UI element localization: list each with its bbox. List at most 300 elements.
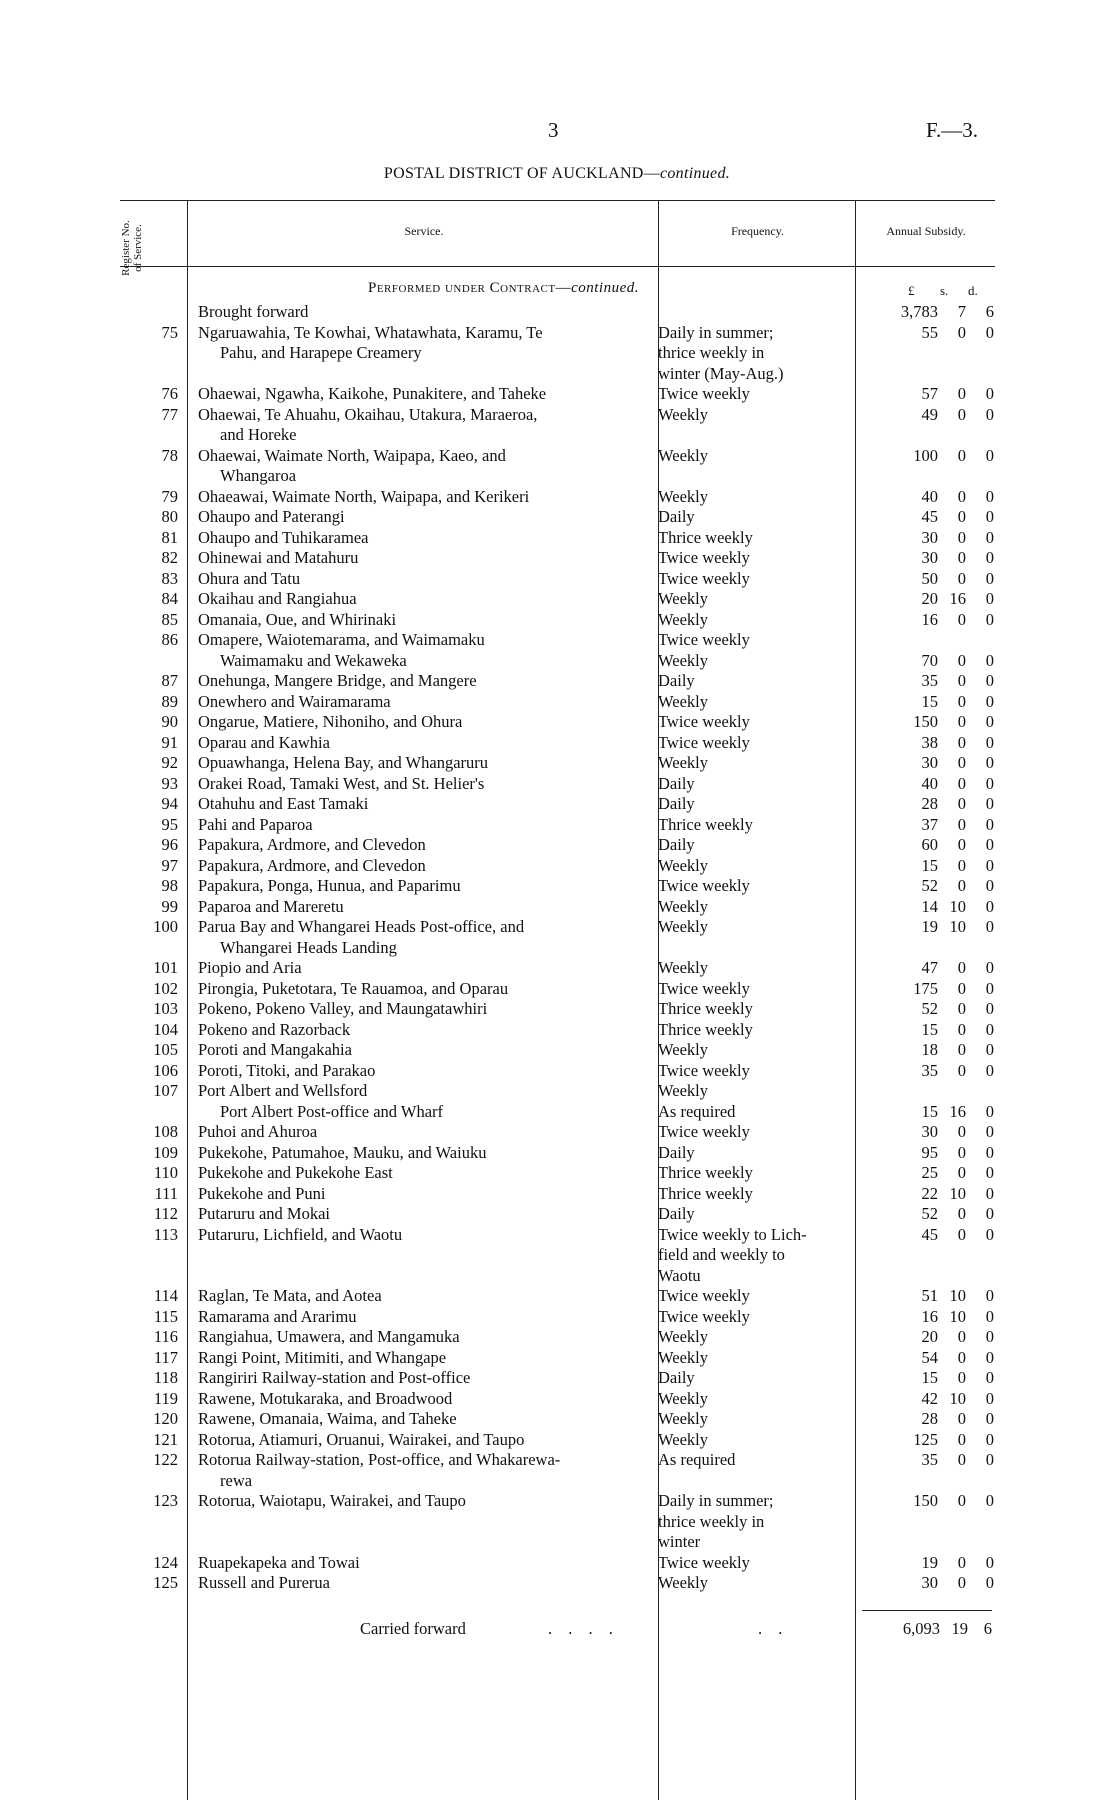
subsidy-pence: 0	[985, 1573, 994, 1592]
register-number: 94	[161, 794, 178, 813]
subsidy-shillings	[938, 1266, 966, 1287]
register-number	[0, 1245, 182, 1266]
subsidy-pounds: 20	[921, 589, 938, 608]
subsidy-shillings	[938, 1471, 966, 1492]
subsidy-pence: 0	[985, 999, 994, 1018]
service-frequency	[644, 425, 844, 446]
table-row	[0, 528, 1114, 549]
subsidy-pence	[966, 1081, 994, 1102]
annual-subsidy	[844, 1020, 994, 1041]
subsidy-pounds	[878, 343, 938, 364]
subsidy-pounds: 49	[921, 404, 938, 424]
subsidy-shillings: 0	[957, 1163, 966, 1182]
table-row	[0, 938, 1114, 959]
subsidy-shillings	[938, 343, 966, 364]
table-row	[0, 692, 1114, 713]
subsidy-pounds: 60	[921, 835, 938, 854]
subsidy-pounds: 40	[921, 773, 938, 793]
subsidy-pounds: 30	[921, 548, 938, 567]
service-frequency: Weekly	[658, 1040, 708, 1059]
register-number: 106	[153, 1060, 178, 1080]
subsidy-pounds: 16	[921, 609, 938, 629]
service-frequency: Weekly	[658, 650, 708, 670]
service-route: Parua Bay and Whangarei Heads Post-office, and	[198, 917, 525, 936]
table-row	[0, 999, 1114, 1020]
annual-subsidy	[844, 1204, 994, 1225]
table-row	[0, 1184, 1114, 1205]
subsidy-shillings: 16	[949, 1101, 966, 1121]
register-number: 75	[161, 322, 178, 342]
service-frequency: Twice weekly	[658, 548, 750, 567]
table-row	[0, 835, 1114, 856]
subsidy-shillings: 0	[957, 1060, 966, 1080]
annual-subsidy	[844, 323, 994, 344]
subsidy-pence: 0	[985, 1368, 994, 1387]
table-row	[0, 466, 1114, 487]
subsidy-shillings: 0	[957, 650, 966, 670]
annual-subsidy	[844, 1102, 994, 1123]
service-frequency: Weekly	[658, 445, 708, 465]
subsidy-pence: 0	[985, 1306, 994, 1326]
register-number: 116	[153, 1327, 178, 1346]
service-frequency: Weekly	[658, 486, 708, 506]
subsidy-pence: 0	[985, 445, 994, 465]
table-row	[0, 876, 1114, 897]
service-route: Ngaruawahia, Te Kowhai, Whatawhata, Karamu, Te	[198, 322, 543, 342]
register-number: 104	[153, 1019, 178, 1039]
table-row	[0, 958, 1114, 979]
annual-subsidy	[844, 1327, 994, 1348]
subsidy-pence	[966, 1245, 994, 1266]
table-row	[0, 1409, 1114, 1430]
table-row	[0, 343, 1114, 364]
service-route: Ongarue, Matiere, Nihoniho, and Ohura	[198, 712, 463, 731]
subsidy-shillings: 0	[957, 712, 966, 731]
annual-subsidy	[844, 1225, 994, 1246]
service-frequency: Twice weekly	[658, 1286, 750, 1305]
subsidy-pounds: 150	[913, 712, 938, 731]
register-number: 110	[153, 1163, 178, 1182]
subsidy-shillings: 0	[957, 753, 966, 772]
section-heading	[368, 280, 639, 297]
table-row	[0, 1143, 1114, 1164]
subsidy-shillings: 0	[957, 1552, 966, 1572]
subsidy-shillings: 0	[957, 1347, 966, 1367]
register-number: 118	[153, 1368, 178, 1387]
carried-forward-dots: . . . .	[548, 1619, 619, 1638]
subsidy-pounds: 45	[921, 507, 938, 526]
service-frequency	[644, 466, 844, 487]
register-number: 102	[153, 978, 178, 998]
annual-subsidy	[844, 1450, 994, 1471]
service-route: Rotorua Railway-station, Post-office, and Whakarewa-	[198, 1450, 561, 1469]
service-route: Ohaeawai, Waimate North, Waipapa, and Kerikeri	[198, 486, 530, 506]
subsidy-pence: 0	[985, 404, 994, 424]
subsidy-shillings: 0	[957, 999, 966, 1018]
service-route: Papakura, Ardmore, and Clevedon	[198, 835, 426, 854]
annual-subsidy	[844, 1122, 994, 1143]
register-number: 121	[153, 1429, 178, 1449]
subsidy-pounds	[878, 1266, 938, 1287]
subsidy-shillings: 0	[957, 773, 966, 793]
subsidy-pounds: 19	[921, 1552, 938, 1572]
header-register-number: Register No. of Service.	[120, 220, 144, 276]
subsidy-pounds: 25	[921, 1163, 938, 1182]
register-number: 97	[161, 855, 178, 875]
register-number: 107	[153, 1081, 178, 1100]
register-number: 98	[161, 876, 178, 895]
subsidy-shillings	[938, 466, 966, 487]
service-frequency: Twice weekly	[658, 384, 750, 403]
service-route: Ohura and Tatu	[198, 568, 301, 588]
subsidy-shillings: 10	[949, 1183, 966, 1203]
table-row	[0, 733, 1114, 754]
table-row	[0, 487, 1114, 508]
table-row	[0, 1061, 1114, 1082]
subsidy-pounds: 15	[921, 1368, 938, 1387]
subsidy-pounds: 47	[921, 958, 938, 977]
register-number: 96	[161, 835, 178, 854]
annual-subsidy	[844, 507, 994, 528]
service-route: Whangarei Heads Landing	[220, 937, 397, 957]
table-row	[0, 1327, 1114, 1348]
register-number: 80	[161, 507, 178, 526]
header-bottom-rule	[120, 266, 995, 267]
subsidy-shillings: 0	[957, 1204, 966, 1223]
subsidy-pounds: 45	[921, 1224, 938, 1244]
table-row	[0, 384, 1114, 405]
subsidy-pounds: 40	[921, 486, 938, 506]
subsidy-shillings: 0	[957, 322, 966, 342]
annual-subsidy	[844, 1491, 994, 1512]
subsidy-pence: 6	[985, 302, 994, 321]
service-frequency: Weekly	[658, 753, 708, 772]
subsidy-pounds: 51	[921, 1286, 938, 1305]
subsidy-pounds: 30	[921, 1573, 938, 1592]
subsidy-pounds: 54	[921, 1347, 938, 1367]
register-number: 101	[153, 958, 178, 977]
service-frequency: As required	[658, 1450, 736, 1469]
subsidy-shillings	[938, 425, 966, 446]
subsidy-pence: 0	[985, 1163, 994, 1182]
subsidy-pounds	[878, 938, 938, 959]
subsidy-pounds: 38	[921, 732, 938, 752]
subsidy-pence: 0	[985, 958, 994, 977]
register-number	[0, 1532, 182, 1553]
annual-subsidy	[844, 794, 994, 815]
register-number	[0, 1102, 182, 1123]
subsidy-pounds: 15	[921, 1019, 938, 1039]
register-number: 89	[161, 691, 178, 711]
subsidy-pounds: 30	[921, 753, 938, 772]
register-number: 83	[161, 568, 178, 588]
register-number: 123	[153, 1491, 178, 1510]
service-frequency: Weekly	[658, 1429, 708, 1449]
subsidy-shillings: 0	[957, 548, 966, 567]
annual-subsidy	[844, 1348, 994, 1369]
subsidy-shillings: 16	[949, 589, 966, 608]
service-route: Onewhero and Wairamarama	[198, 691, 391, 711]
annual-subsidy	[844, 753, 994, 774]
subsidy-shillings: 0	[957, 691, 966, 711]
table-row	[0, 1450, 1114, 1471]
annual-subsidy	[844, 1266, 994, 1287]
carried-forward-dots-freq: . .	[758, 1619, 789, 1638]
service-frequency: Weekly	[658, 917, 708, 936]
register-number: 108	[153, 1122, 178, 1141]
subsidy-pounds: 52	[921, 999, 938, 1018]
service-route: Otahuhu and East Tamaki	[198, 794, 369, 813]
service-frequency: Weekly	[658, 1573, 708, 1592]
service-frequency: Twice weekly to Lich-	[658, 1224, 807, 1244]
annual-subsidy	[844, 1553, 994, 1574]
subsidy-shillings: 10	[949, 1286, 966, 1305]
subsidy-pounds: 50	[921, 568, 938, 588]
subsidy-pence: 0	[985, 978, 994, 998]
subsidy-shillings: 0	[957, 1409, 966, 1428]
service-frequency: Weekly	[658, 896, 708, 916]
annual-subsidy	[844, 671, 994, 692]
annual-subsidy	[844, 876, 994, 897]
service-frequency: Weekly	[658, 1081, 708, 1100]
subsidy-shillings: 7	[957, 302, 966, 321]
subsidy-pence: 0	[985, 753, 994, 772]
register-number	[0, 466, 182, 487]
subsidy-pounds: 15	[921, 691, 938, 711]
subsidy-shillings	[938, 1081, 966, 1102]
subsidy-pounds	[878, 1532, 938, 1553]
subsidy-pence: 0	[985, 1204, 994, 1223]
page-number: 3	[548, 118, 559, 142]
subsidy-pounds	[878, 1471, 938, 1492]
register-number: 115	[153, 1306, 178, 1326]
table-row	[0, 979, 1114, 1000]
annual-subsidy	[844, 1368, 994, 1389]
pence-label: d.	[968, 283, 978, 298]
subsidy-pounds: 22	[921, 1183, 938, 1203]
subsidy-pence	[966, 1266, 994, 1287]
register-number: 77	[161, 404, 178, 424]
subsidy-pence: 0	[985, 1347, 994, 1367]
register-number: 124	[153, 1552, 178, 1572]
service-route: Omapere, Waiotemarama, and Waimamaku	[198, 630, 485, 649]
table-row	[0, 1266, 1114, 1287]
service-route	[182, 1245, 644, 1266]
service-route: Okaihau and Rangiahua	[198, 589, 357, 608]
subsidy-shillings: 0	[957, 507, 966, 526]
subsidy-pounds: 52	[921, 876, 938, 895]
subsidy-shillings: 0	[957, 1368, 966, 1387]
subsidy-pence: 0	[985, 1060, 994, 1080]
register-number: 79	[161, 486, 178, 506]
table-row	[0, 569, 1114, 590]
page-title	[0, 165, 1114, 183]
service-route: Ohaewai, Ngawha, Kaikohe, Punakitere, and Taheke	[198, 384, 547, 403]
table-row	[0, 1102, 1114, 1123]
annual-subsidy	[844, 979, 994, 1000]
annual-subsidy	[844, 343, 994, 364]
service-route: Opuawhanga, Helena Bay, and Whangaruru	[198, 753, 489, 772]
table-row	[0, 302, 1114, 323]
service-route: Paparoa and Mareretu	[198, 896, 344, 916]
subsidy-pence: 0	[985, 732, 994, 752]
register-number	[0, 938, 182, 959]
subsidy-shillings: 10	[949, 1388, 966, 1408]
subtotal-rule	[862, 1610, 992, 1611]
subsidy-pounds: 35	[921, 1450, 938, 1469]
subsidy-pence	[966, 938, 994, 959]
service-frequency: Twice weekly	[658, 1552, 750, 1572]
register-number: 78	[161, 445, 178, 465]
section-heading-continued: continued.	[571, 280, 639, 296]
service-route: Pukekohe and Pukekohe East	[198, 1163, 393, 1182]
table-row	[0, 323, 1114, 344]
service-route: Waimamaku and Wekaweka	[220, 650, 407, 670]
subsidy-pounds: 19	[921, 917, 938, 936]
carried-forward-pounds: 6,093	[902, 1619, 940, 1638]
register-number: 113	[153, 1224, 178, 1244]
table-row	[0, 1389, 1114, 1410]
subsidy-pence: 0	[985, 773, 994, 793]
service-frequency: Weekly	[658, 1347, 708, 1367]
annual-subsidy	[844, 528, 994, 549]
subsidy-shillings	[938, 938, 966, 959]
title-main: POSTAL DISTRICT OF AUCKLAND—	[383, 165, 660, 182]
annual-subsidy	[844, 835, 994, 856]
subsidy-pence: 0	[985, 486, 994, 506]
section-heading-main: Performed under Contract—	[368, 280, 572, 296]
service-frequency: Twice weekly	[658, 1122, 750, 1141]
service-frequency: Weekly	[658, 404, 708, 424]
subsidy-pence: 0	[985, 589, 994, 608]
subsidy-pounds: 20	[921, 1327, 938, 1346]
service-route: Ruapekapeka and Towai	[198, 1552, 360, 1572]
subsidy-pounds: 175	[913, 978, 938, 998]
annual-subsidy	[844, 1081, 994, 1102]
service-route: Papakura, Ponga, Hunua, and Paparimu	[198, 876, 461, 895]
subsidy-shillings: 0	[957, 445, 966, 465]
subsidy-pence	[966, 364, 994, 385]
subsidy-pence: 0	[985, 507, 994, 526]
register-number: 99	[161, 896, 178, 916]
register-number: 100	[153, 917, 178, 936]
annual-subsidy	[844, 733, 994, 754]
table-row	[0, 1532, 1114, 1553]
annual-subsidy	[844, 569, 994, 590]
register-number	[0, 1471, 182, 1492]
table-row	[0, 1553, 1114, 1574]
service-route: Rangi Point, Mitimiti, and Whangape	[198, 1347, 447, 1367]
annual-subsidy	[844, 589, 994, 610]
service-route: Rotorua, Atiamuri, Oruanui, Wairakei, and Taupo	[198, 1429, 525, 1449]
service-route: Ohaewai, Waimate North, Waipapa, Kaeo, and	[198, 445, 506, 465]
subsidy-pounds: 30	[921, 527, 938, 547]
subsidy-pence: 0	[985, 650, 994, 670]
service-frequency: Thrice weekly	[658, 1019, 753, 1039]
service-route	[182, 364, 644, 385]
subsidy-pence: 0	[985, 1183, 994, 1203]
service-route: Ramarama and Ararimu	[198, 1306, 357, 1326]
table-row	[0, 774, 1114, 795]
service-route: Pahu, and Harapepe Creamery	[220, 343, 422, 362]
carried-forward-pence: 6	[983, 1619, 992, 1638]
service-route: Oparau and Kawhia	[198, 732, 330, 752]
header-annual-subsidy: Annual Subsidy.	[886, 224, 966, 238]
register-number: 84	[161, 589, 178, 608]
service-route: Ohaupo and Tuhikaramea	[198, 527, 369, 547]
table-row	[0, 1512, 1114, 1533]
service-route: Pukekohe and Puni	[198, 1183, 326, 1203]
subsidy-pence: 0	[985, 917, 994, 936]
table-row	[0, 405, 1114, 426]
service-route: Piopio and Aria	[198, 958, 302, 977]
subsidy-pence: 0	[985, 794, 994, 813]
table-row	[0, 815, 1114, 836]
subsidy-shillings: 0	[957, 404, 966, 424]
subsidy-pence: 0	[985, 1450, 994, 1469]
service-route: Rangiriri Railway-station and Post-office	[198, 1368, 471, 1387]
annual-subsidy	[844, 1184, 994, 1205]
annual-subsidy	[844, 364, 994, 385]
pounds-symbol: £	[908, 283, 915, 298]
subsidy-pence: 0	[985, 855, 994, 875]
table-row	[0, 1573, 1114, 1594]
shillings-label: s.	[940, 283, 949, 298]
subsidy-shillings	[938, 364, 966, 385]
header-frequency: Frequency.	[731, 224, 784, 238]
subsidy-shillings: 0	[957, 1122, 966, 1141]
subsidy-shillings: 0	[957, 732, 966, 752]
annual-subsidy	[844, 1286, 994, 1307]
subsidy-pence: 0	[985, 548, 994, 567]
subsidy-pence: 0	[985, 712, 994, 731]
subsidy-pence: 0	[985, 384, 994, 403]
annual-subsidy	[844, 1143, 994, 1164]
service-frequency: Twice weekly	[658, 1306, 750, 1326]
table-row	[0, 630, 1114, 651]
table-row	[0, 1245, 1114, 1266]
subsidy-pence	[966, 1471, 994, 1492]
annual-subsidy	[844, 651, 994, 672]
service-route: Papakura, Ardmore, and Clevedon	[198, 855, 426, 875]
service-route: Rawene, Omanaia, Waima, and Taheke	[198, 1409, 457, 1428]
subsidy-shillings: 0	[957, 1040, 966, 1059]
service-frequency	[644, 1471, 844, 1492]
service-table-body	[0, 302, 1114, 1594]
table-row	[0, 794, 1114, 815]
subsidy-pounds: 15	[921, 855, 938, 875]
register-number	[0, 425, 182, 446]
annual-subsidy	[844, 1163, 994, 1184]
annual-subsidy	[844, 774, 994, 795]
annual-subsidy	[844, 1389, 994, 1410]
register-number: 81	[161, 527, 178, 547]
service-frequency: Weekly	[658, 1388, 708, 1408]
service-frequency: Twice weekly	[658, 876, 750, 895]
service-route: Ohaupo and Paterangi	[198, 507, 345, 526]
subsidy-pence	[966, 466, 994, 487]
service-frequency: Twice weekly	[658, 978, 750, 998]
service-frequency: Thrice weekly	[658, 1163, 753, 1182]
service-route: Rangiahua, Umawera, and Mangamuka	[198, 1327, 460, 1346]
annual-subsidy	[844, 425, 994, 446]
subsidy-pence: 0	[985, 814, 994, 834]
subsidy-pounds: 100	[913, 445, 938, 465]
register-number	[0, 343, 182, 364]
subsidy-pounds: 150	[913, 1491, 938, 1510]
service-frequency: Thrice weekly	[658, 999, 753, 1018]
subsidy-pence	[966, 425, 994, 446]
